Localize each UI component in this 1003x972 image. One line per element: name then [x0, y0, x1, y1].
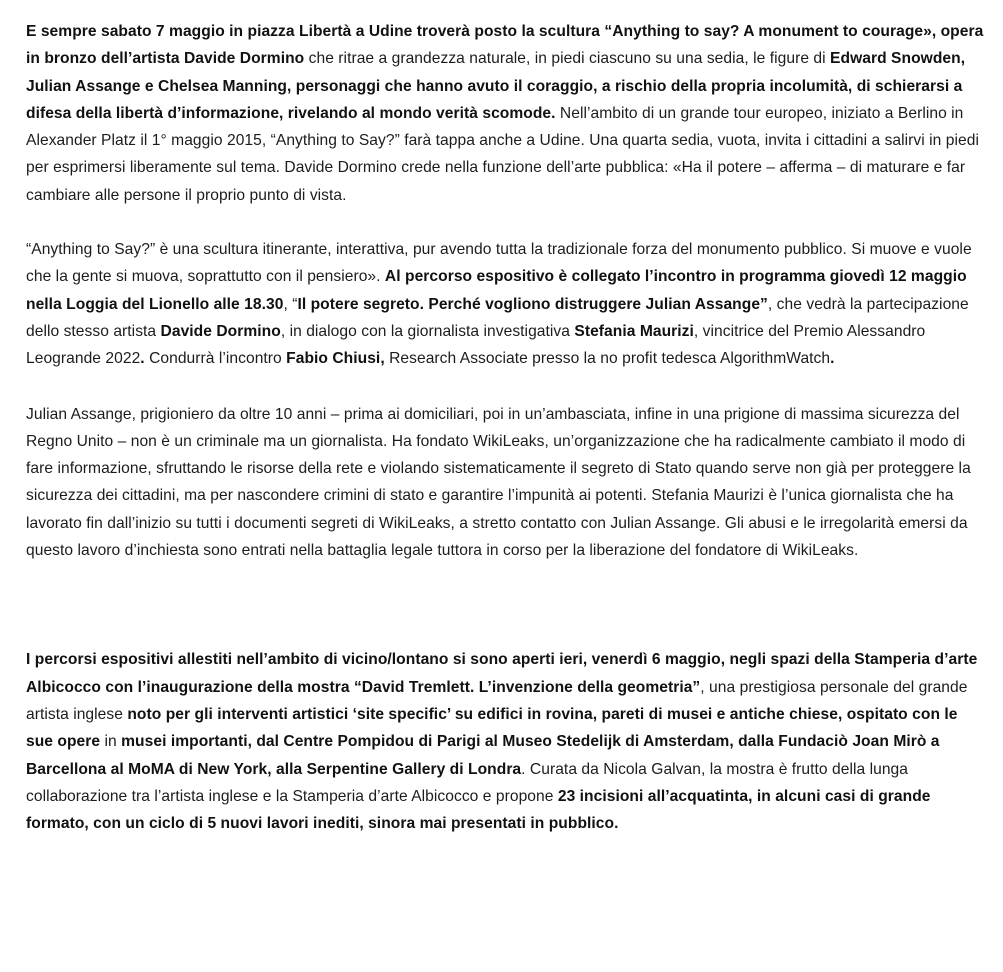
bold-text-run: Al percorso espositivo è collegato l’incontro in programma giovedì 12 maggio nella Loggia del Lionello alle 18.30 [26, 268, 967, 313]
text-run: Condurrà l’incontro [144, 350, 287, 368]
bold-text-run: . [830, 350, 835, 368]
article-body [26, 18, 986, 837]
text-run: , che vedrà la partecipazione dello stesso artista [26, 295, 969, 340]
bold-text-run: I percorsi espositivi allestiti nell’ambito di vicino/lontano si sono aperti ieri, venerdì 6 maggio, negli spazi della Stamperia d’arte Albicocco con l’inaugurazione della mostra “David Tremlett. L’invenzione della geometria” [26, 651, 978, 696]
text-run: in [100, 733, 122, 751]
bold-text-run: Stefania Maurizi [574, 322, 694, 340]
text-run: . Curata da Nicola Galvan, la mostra è frutto della lunga collaborazione tra l’artista inglese e la Stamperia d’arte Albicocco e propone [26, 760, 909, 805]
paragraph-anything-to-say-sculpture [26, 18, 986, 209]
text-run: Nell’ambito di un grande tour europeo, iniziato a Berlino in Alexander Platz il 1° maggio 2015, “Anything to Say?” farà tappa anche a Udine. Una quarta sedia, vuota, invita i cittadini a salirvi in piedi per esprimersi liberamente sul tema. Davide Dormino crede nella funzione dell’arte pubblica: «Ha il potere – afferma – di maturare e far cambiare alle persone il proprio punto di vista. [26, 104, 979, 204]
bold-text-run: . [140, 350, 145, 368]
bold-text-run: Davide Dormino [160, 322, 281, 340]
text-run: Research Associate presso la no profit tedesca AlgorithmWatch [384, 350, 831, 368]
text-run: , “ [283, 295, 298, 313]
text-run: Julian Assange, prigioniero da oltre 10 anni – prima ai domiciliari, poi in un’ambasciata, infine in una prigione di massima sicurezza del Regno Unito – non è un criminale ma un giornalista. Ha fondato WikiLeaks, un’organizzazione che ha radicalmente cambiato il modo di fare informazione, sfruttando le risorse della rete e violando sistematicamente il segreto di Stato quando serve non già per proteggere la sicurezza dei cittadini, ma per nascondere crimini di stato e garantire l’impunità ai potenti. Stefania Maurizi è l’unica giornalista che ha lavorato fin dall’inizio su tutti i documenti segreti di WikiLeaks, a stretto contatto con Julian Assange. Gli abusi e le irregolarità emersi da questo lavoro d’inchiesta sono entrati nella battaglia legale tuttora in corso per la liberazione del fondatore di WikiLeaks. [26, 405, 971, 560]
paragraph-julian-assange [26, 401, 986, 565]
bold-text-run: musei importanti, dal Centre Pompidou di Parigi al Museo Stedelijk di Amsterdam, dalla Fundaciò Joan Mirò a Barcellona al MoMA di New York, alla Serpentine Gallery di Londra [26, 733, 940, 778]
text-run: “Anything to Say?” è una scultura itinerante, interattiva, pur avendo tutta la tradizionale forza del monumento pubblico. Si muove e vuole che la gente si muova, soprattutto con il pensiero». [26, 241, 972, 286]
text-run: , una prestigiosa personale del grande artista inglese [26, 678, 968, 723]
paragraph-event-program [26, 236, 986, 372]
bold-text-run: noto per gli interventi artistici ‘site specific’ su edifici in rovina, pareti di musei e antiche chiese, ospitato con le sue opere [26, 705, 958, 751]
bold-text-run: E sempre sabato 7 maggio in piazza Libertà a Udine troverà posto la scultura “Anything to say? A monument to courage», opera in bronzo dell’artista Davide Dormino [26, 23, 984, 68]
paragraph-david-tremlett-exhibition [26, 646, 986, 837]
text-run: , in dialogo con la giornalista investigativa [280, 322, 575, 340]
bold-text-run: 23 incisioni all’acquatinta, in alcuni casi di grande formato, con un ciclo di 5 nuovi lavori inediti, sinora mai presentati in pubblico. [26, 787, 931, 833]
bold-text-run: Fabio Chiusi, [286, 350, 385, 368]
bold-text-run: Edward Snowden, Julian Assange e Chelsea Manning, personaggi che hanno avuto il coraggio, a rischio della propria incolumità, di schierarsi a difesa della libertà d’informazione, rivelando al mondo verità scomode. [26, 50, 966, 122]
text-run: che ritrae a grandezza naturale, in piedi ciascuno su una sedia, le figure di [304, 50, 831, 68]
bold-text-run: Il potere segreto. Perché vogliono distruggere Julian Assange” [297, 295, 768, 313]
text-run: , vincitrice del Premio Alessandro Leogrande 2022 [26, 322, 926, 368]
